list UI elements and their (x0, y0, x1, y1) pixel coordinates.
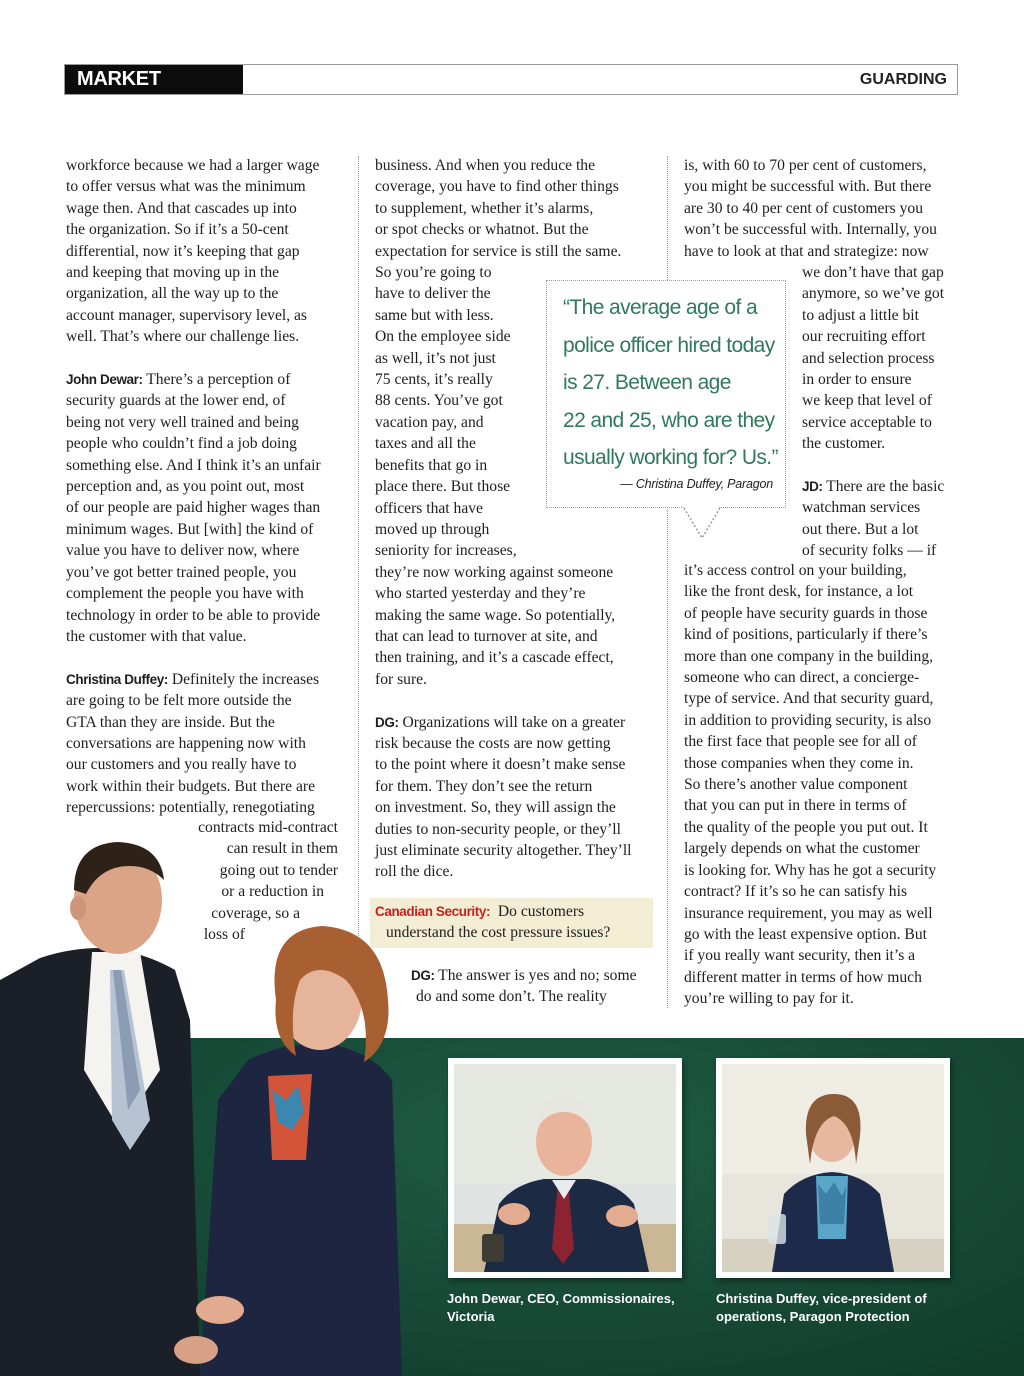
text-line: in order to ensure (802, 371, 912, 389)
text-line: then training, and it’s a cascade effect, (375, 649, 614, 667)
quote-line: usually working for? Us.” (563, 446, 778, 469)
text-line: 88 cents. You’ve got (375, 392, 503, 410)
text-line: insurance requirement, you may as well (684, 904, 933, 922)
text-line: taxes and all the (375, 435, 476, 453)
photo-christina-duffey (716, 1058, 950, 1278)
text-line: to adjust a little bit (802, 306, 919, 324)
text-line: making the same wage. So potentially, (375, 606, 616, 624)
text-line: workforce because we had a larger wage (66, 157, 320, 174)
text-line: perception and, as you point out, most (66, 478, 305, 496)
text-line: are going to be felt more outside the (66, 692, 292, 710)
text-line: risk because the costs are now getting (375, 734, 611, 752)
text-line: our customers and you really have to (66, 756, 297, 774)
text-line: or spot checks or whatnot. But the (375, 221, 589, 239)
text-line: in addition to providing security, is also (684, 711, 932, 729)
text-line: seniority for increases, (375, 542, 517, 560)
text-line: people who couldn’t find a job doing (66, 435, 297, 453)
quote-line: “The average age of a (563, 296, 758, 319)
text-line: vacation pay, and (375, 413, 484, 431)
text-line: who started yesterday and they’re (375, 585, 586, 603)
text-line: 75 cents, it’s really (375, 371, 493, 389)
text-line: officers that have (375, 499, 483, 517)
text-line: work within their budgets. But there are (66, 777, 316, 795)
text-line: more than one company in the building, (684, 647, 934, 665)
text-line: technology in order to be able to provide (66, 606, 321, 624)
christina-duffey-portrait (722, 1064, 944, 1272)
text-line: place there. But those (375, 478, 511, 496)
text-line: well. That’s where our challenge lies. (66, 328, 300, 346)
text-line: you might be successful with. But there (684, 178, 932, 196)
text-line: repercussions: potentially, renegotiating (66, 799, 315, 817)
category-label: GUARDING (859, 71, 947, 88)
text-line: do and some don’t. The reality (416, 988, 607, 1006)
text-line: something else. And I think it’s an unfair (66, 456, 321, 474)
text-line: contracts mid-contract (198, 819, 338, 836)
text-line: the customer with that value. (66, 627, 247, 645)
text-line: the customer. (802, 435, 886, 453)
text-line: is, with 60 to 70 per cent of customers, (684, 157, 927, 174)
text-line: the first face that people see for all of (684, 733, 917, 751)
speaker-name: DG: (411, 968, 435, 983)
speaker-line (802, 476, 944, 497)
speaker-line (375, 901, 610, 922)
text-line: the organization. So if it’s a 50-cent (66, 221, 289, 239)
text-line: just eliminate security altogether. They’ll (375, 841, 632, 859)
text-line: coverage, so a (211, 904, 300, 922)
quote-line: is 27. Between age (563, 371, 731, 394)
interviewer-question (375, 901, 610, 944)
text-line: won’t be successful with. Internally, you (684, 221, 937, 239)
text-line: have to look at that and strategize: now (684, 242, 929, 260)
text-line: going out to tender (219, 861, 338, 879)
text-line: value you have to deliver now, where (66, 542, 300, 560)
speaker-name: DG: (375, 714, 399, 730)
article-column-3-narrow (802, 262, 944, 562)
text-line: like the front desk, for instance, a lot (684, 583, 914, 601)
text-line: those companies when they come in. (684, 754, 914, 772)
text-line: have to deliver the (375, 285, 491, 303)
text-run: There are the basic (822, 478, 945, 496)
article-column-3-lower (684, 560, 936, 1010)
text-line: out there. But a lot (802, 520, 919, 538)
text-line: expectation for service is still the same. (375, 242, 622, 260)
text-line: anymore, so we’ve got (802, 285, 945, 303)
text-line: understand the cost pressure issues? (386, 924, 611, 942)
text-line: are 30 to 40 per cent of customers you (684, 199, 924, 217)
text-line: and selection process (802, 349, 935, 367)
text-line: go with the least expensive option. But (684, 925, 927, 943)
speech-bubble-tail (684, 506, 728, 542)
text-run: Definitely the increases (167, 670, 320, 688)
text-line: for them. They don’t see the return (375, 777, 593, 795)
text-line: account manager, supervisory level, as (66, 306, 307, 324)
speaker-line (66, 669, 321, 690)
caption-line: operations, Paragon Protection (716, 1309, 910, 1324)
text-line: of our people are paid higher wages than (66, 499, 321, 517)
text-line: of people have security guards in those (684, 604, 928, 622)
speaker-line (411, 965, 637, 986)
text-line: as well, it’s not just (375, 349, 496, 367)
speaker-line (66, 369, 321, 390)
text-line: that can lead to turnover at site, and (375, 627, 598, 645)
text-line: roll the dice. (375, 863, 454, 881)
speaker-name: JD: (802, 479, 823, 495)
text-line: can result in them (226, 840, 338, 858)
speaker-line (375, 712, 632, 733)
text-line: complement the people you have with (66, 585, 304, 603)
text-line: our recruiting effort (802, 328, 926, 346)
caption-christina-duffey (716, 1290, 927, 1326)
text-line: minimum wages. But [with] the kind of (66, 520, 314, 538)
text-line: wage then. And that cascades up into (66, 199, 297, 217)
text-line: So there’s another value component (684, 776, 908, 794)
article-column-3 (684, 155, 937, 262)
text-line: same but with less. (375, 306, 494, 324)
text-run: Organizations will take on a greater (398, 713, 626, 731)
text-line: to offer versus what was the minimum (66, 178, 306, 196)
text-line: to supplement, whether it’s alarms, (375, 199, 594, 217)
text-line: that you can put in there in terms of (684, 797, 907, 815)
pull-quote-box (546, 280, 786, 508)
text-line: the quality of the people you put out. It (684, 818, 928, 836)
text-line: business. And when you reduce the (375, 157, 596, 174)
section-label: MARKET TRENDS (65, 65, 243, 94)
text-line: contract? If it’s so he can satisfy his (684, 883, 908, 901)
text-run: The answer is yes and no; some (434, 967, 637, 984)
text-line: duties to non-security people, or they’ll (375, 820, 621, 838)
text-line: On the employee side (375, 328, 511, 346)
text-line: type of service. And that security guard, (684, 690, 934, 708)
text-line: conversations are happening now with (66, 734, 306, 752)
speaker-name: Christina Duffey: (66, 671, 168, 687)
text-line: So you’re going to (375, 264, 492, 282)
pull-quote-text (563, 289, 778, 477)
caption-line: Victoria (447, 1309, 495, 1324)
caption-john-dewar (447, 1290, 675, 1326)
text-line: you’ve got better trained people, you (66, 563, 297, 581)
text-line: loss of (203, 926, 245, 944)
text-line: is looking for. Why has he got a security (684, 861, 937, 879)
text-line: we keep that level of (802, 392, 932, 410)
text-line: benefits that go in (375, 456, 488, 474)
text-line: moved up through (375, 520, 490, 538)
answer-block (411, 965, 637, 1008)
text-line: or a reduction in (221, 883, 324, 901)
text-line: on investment. So, they will assign the (375, 799, 616, 817)
text-run: There’s a perception of (142, 371, 291, 389)
article-column-2 (375, 155, 632, 883)
text-line: GTA than they are inside. But the (66, 713, 275, 731)
text-run: Do customers (497, 903, 585, 920)
text-line: differential, now it’s keeping that gap (66, 242, 300, 260)
photo-john-dewar (448, 1058, 682, 1278)
quote-line: police officer hired today (563, 333, 775, 357)
text-line: of security folks — if (802, 542, 937, 560)
text-line: to the point where it doesn’t make sense (375, 756, 626, 774)
interviewer-name: Canadian Security: (375, 904, 491, 919)
pull-quote-attribution: — Christina Duffey, Paragon (620, 477, 773, 491)
text-line: you’re willing to pay for it. (684, 990, 854, 1008)
article-column-1 (66, 155, 321, 819)
text-line: largely depends on what the customer (684, 840, 920, 858)
speaker-name: John Dewar: (66, 372, 143, 388)
text-line: security guards at the lower end, of (66, 392, 286, 410)
caption-line: Christina Duffey, vice-president of (716, 1291, 927, 1306)
text-line: kind of positions, particularly if there’s (684, 626, 928, 644)
quote-line: 22 and 25, who are they (563, 408, 775, 432)
text-line: watchman services (802, 499, 921, 517)
text-line: if you really want security, then it’s a (684, 947, 916, 965)
text-line: organization, all the way up to the (66, 285, 279, 303)
text-line: and keeping that moving up in the (66, 264, 280, 282)
text-line: they’re now working against someone (375, 563, 614, 581)
section-header (64, 64, 958, 119)
text-line: service acceptable to (802, 413, 932, 431)
caption-line: John Dewar, CEO, Commissionaires, (447, 1291, 675, 1306)
text-line: it’s access control on your building, (684, 562, 907, 579)
photo-dewar-and-duffey-standing (0, 830, 410, 1376)
text-line: someone who can direct, a concierge- (684, 669, 920, 687)
text-line: different matter in terms of how much (684, 968, 922, 986)
text-line: for sure. (375, 670, 427, 688)
text-line: being not very well trained and being (66, 413, 299, 431)
john-dewar-portrait (454, 1064, 676, 1272)
text-line: we don’t have that gap (802, 264, 944, 281)
text-line: coverage, you have to find other things (375, 178, 619, 196)
